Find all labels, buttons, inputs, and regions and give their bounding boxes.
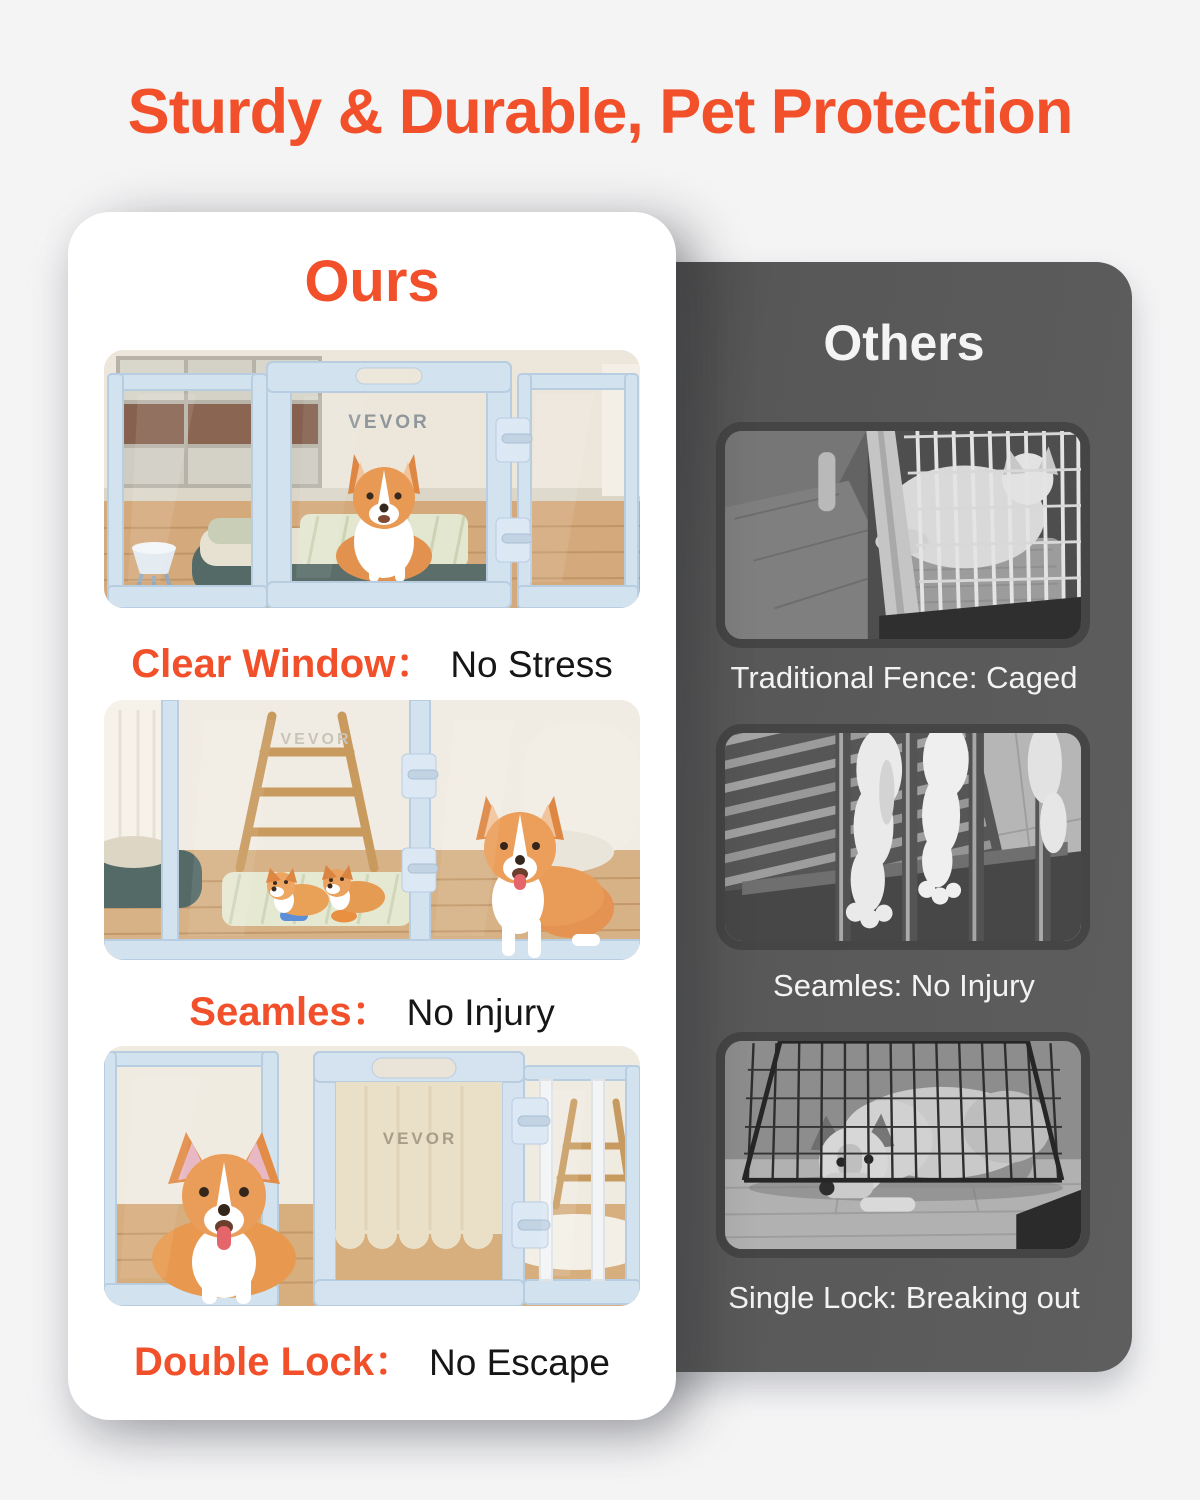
ours-caption-seamless [68, 980, 676, 1037]
playpen-puppies-illustration [104, 700, 640, 960]
others-caption-seamless: Seamles: No Injury [773, 968, 1035, 1003]
others-panel [640, 262, 1132, 1372]
ours-heading: Ours [304, 249, 440, 314]
others-caption-traditional-fence: Traditional Fence: Caged [730, 660, 1078, 695]
others-photo-seamless [716, 724, 1090, 950]
caption-desc: No Injury [406, 992, 555, 1033]
ours-caption-double-lock [68, 1330, 676, 1387]
door-handle-slot [356, 368, 422, 384]
page-title: Sturdy & Durable, Pet Protection [127, 77, 1073, 147]
caption-label: Double Lock： [133, 1340, 415, 1384]
others-photo-traditional-fence [716, 422, 1090, 648]
ours-photo-double-lock [104, 1046, 640, 1306]
playpen-doublelock-illustration [104, 1046, 640, 1306]
brand-logo: VEVOR [348, 412, 430, 433]
playpen-corgi-illustration [104, 350, 640, 608]
caption-desc: No Stress [450, 644, 613, 685]
brand-logo: VEVOR [382, 1129, 458, 1148]
others-caption-single-lock: Single Lock: Breaking out [728, 1280, 1080, 1315]
ours-photo-seamless [104, 700, 640, 960]
caption-desc: No Escape [429, 1342, 611, 1383]
caged-dog-illustration [725, 431, 1081, 639]
paws-in-bars-illustration [725, 733, 1081, 941]
others-photo-single-lock [716, 1032, 1090, 1258]
door-handle-slot [372, 1058, 456, 1078]
ours-photo-clear-window [104, 350, 640, 608]
brand-logo: VEVOR [280, 731, 352, 748]
ours-caption-clear-window [68, 632, 676, 689]
crated-dog-illustration [725, 1041, 1081, 1249]
others-heading: Others [823, 315, 985, 371]
ours-panel [68, 212, 676, 1420]
caption-label: Clear Window： [131, 642, 436, 686]
caption-label: Seamles： [189, 990, 392, 1034]
